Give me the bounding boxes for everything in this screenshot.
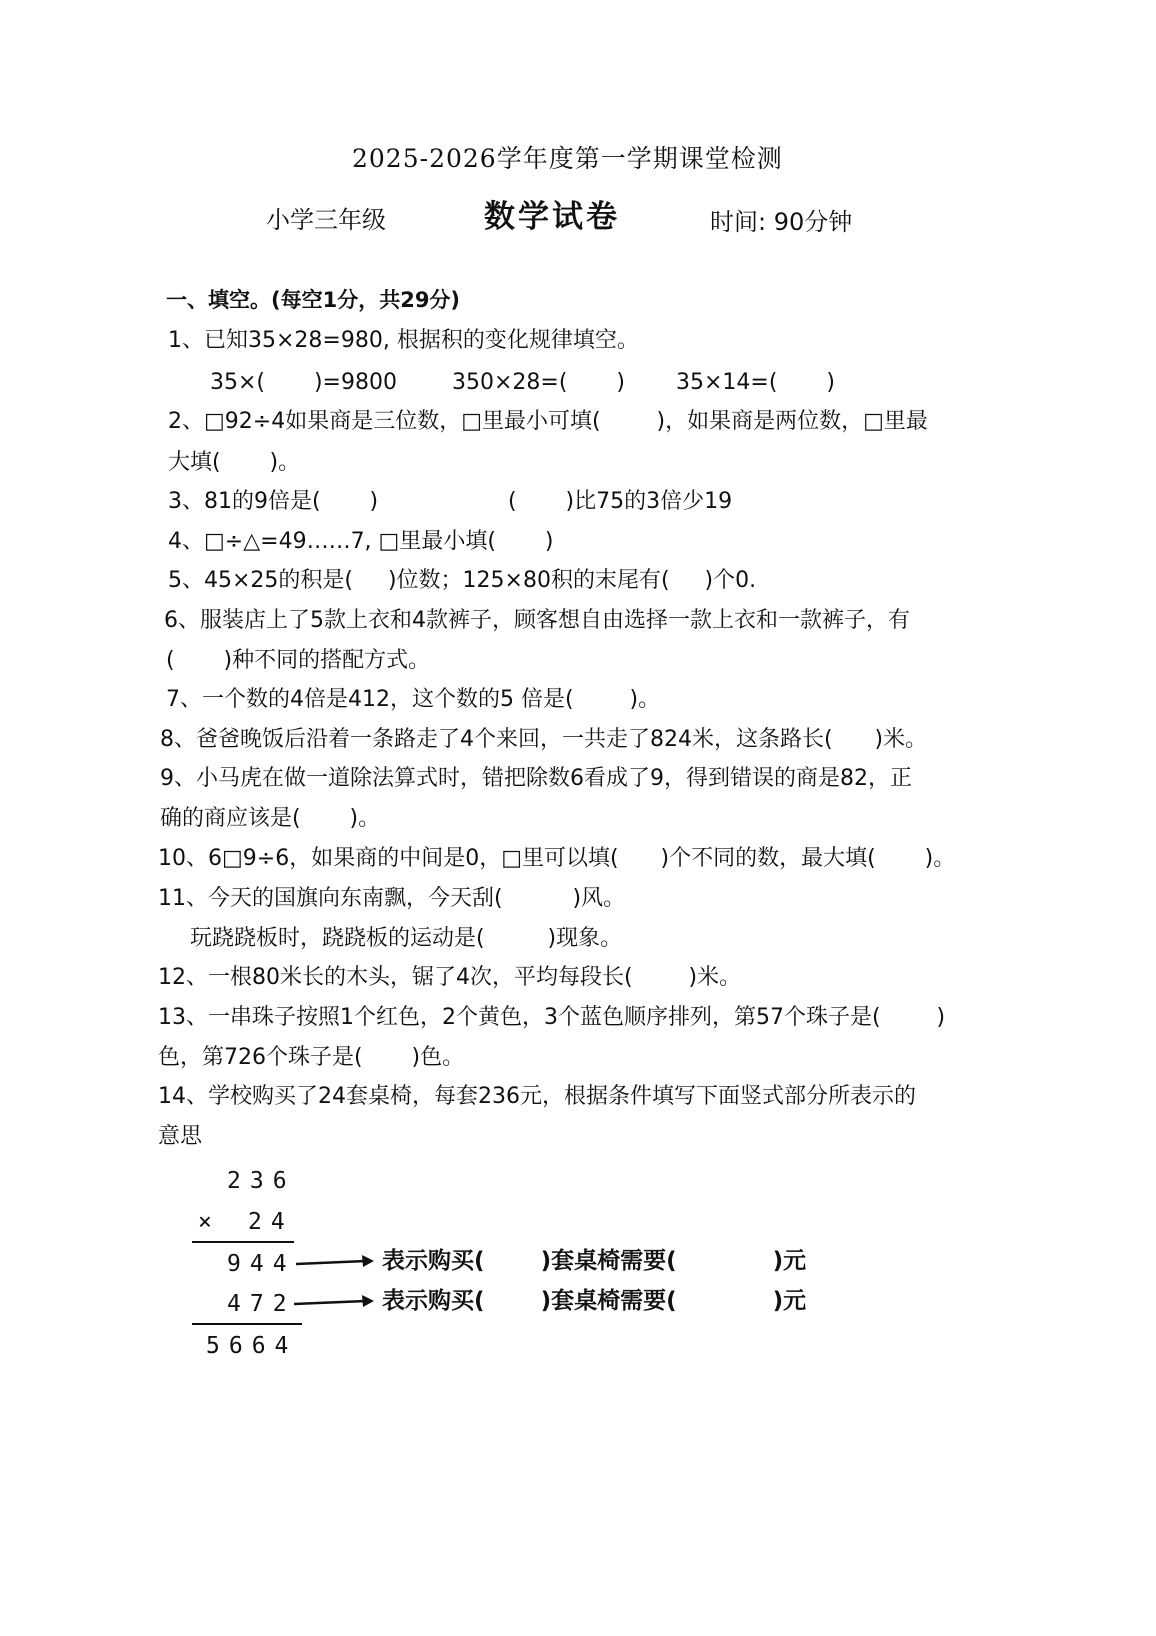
question-4: 4、□÷△=49……7, □里最小填( ) (168, 529, 554, 554)
calc-multiplier: 24 (248, 1209, 294, 1235)
question-9: 9、小马虎在做一道除法算式时，错把除数6看成了9，得到错误的商是82，正 (160, 766, 912, 791)
subject-title: 数学试卷 (484, 199, 620, 235)
calc-result: 5664 (206, 1333, 298, 1359)
question-1: 1、已知35×28=980, 根据积的变化规律填空。 (168, 328, 639, 353)
question-1-blank-c: 35×14=( ) (676, 370, 835, 395)
question-3b: ( )比75的3倍少19 (508, 489, 733, 514)
grade-label: 小学三年级 (266, 206, 386, 234)
question-10: 10、6□9÷6，如果商的中间是0，□里可以填( )个不同的数，最大填( )。 (158, 846, 956, 871)
question-11: 11、今天的国旗向东南飘，今天刮( )风。 (158, 886, 626, 911)
calc-partial-1: 944 (227, 1251, 296, 1277)
calc-line-2 (192, 1323, 302, 1325)
section-heading: 一、填空。(每空1分，共29分) (166, 288, 461, 312)
question-6: 6、服装店上了5款上衣和4款裤子，顾客想自由选择一款上衣和一款裤子，有 (164, 608, 910, 633)
arrow-1-icon (296, 1252, 376, 1272)
calc-note-1: 表示购买( )套桌椅需要( )元 (382, 1248, 807, 1274)
question-2-cont: 大填( )。 (168, 450, 301, 475)
question-1-blank-a: 35×( )=9800 (210, 370, 397, 395)
question-13-cont: 色，第726个珠子是( )色。 (158, 1045, 465, 1070)
calc-partial-2: 472 (227, 1291, 296, 1317)
time-label: 时间: 90分钟 (710, 208, 853, 236)
question-2: 2、□92÷4如果商是三位数，□里最小可填( )，如果商是两位数，□里最 (168, 409, 928, 434)
question-13: 13、一串珠子按照1个红色，2个黄色，3个蓝色顺序排列，第57个珠子是( ) (158, 1005, 946, 1030)
question-6-cont: ( )种不同的搭配方式。 (166, 648, 431, 673)
question-3a: 3、81的9倍是( ) (168, 489, 379, 514)
calc-multiplicand: 236 (227, 1168, 296, 1194)
calc-line-1 (192, 1241, 294, 1243)
arrow-2-icon (294, 1292, 376, 1312)
question-8: 8、爸爸晚饭后沿着一条路走了4个来回，一共走了824米，这条路长( )米。 (160, 727, 928, 752)
question-14: 14、学校购买了24套桌椅，每套236元，根据条件填写下面竖式部分所表示的 (158, 1084, 916, 1109)
question-5: 5、45×25的积是( )位数；125×80积的末尾有( )个0. (168, 568, 757, 593)
question-7: 7、一个数的4倍是412，这个数的5 倍是( )。 (166, 687, 661, 712)
calc-note-2: 表示购买( )套桌椅需要( )元 (382, 1288, 807, 1314)
calc-times-sign: × (198, 1209, 221, 1235)
exam-title: 2025-2026学年度第一学期课堂检测 (352, 144, 783, 173)
question-12: 12、一根80米长的木头，锯了4次，平均每段长( )米。 (158, 965, 742, 990)
question-1-blank-b: 350×28=( ) (452, 370, 625, 395)
question-14-cont: 意思 (158, 1124, 203, 1149)
question-11-cont: 玩跷跷板时，跷跷板的运动是( )现象。 (190, 926, 623, 951)
question-9-cont: 确的商应该是( )。 (160, 806, 381, 831)
